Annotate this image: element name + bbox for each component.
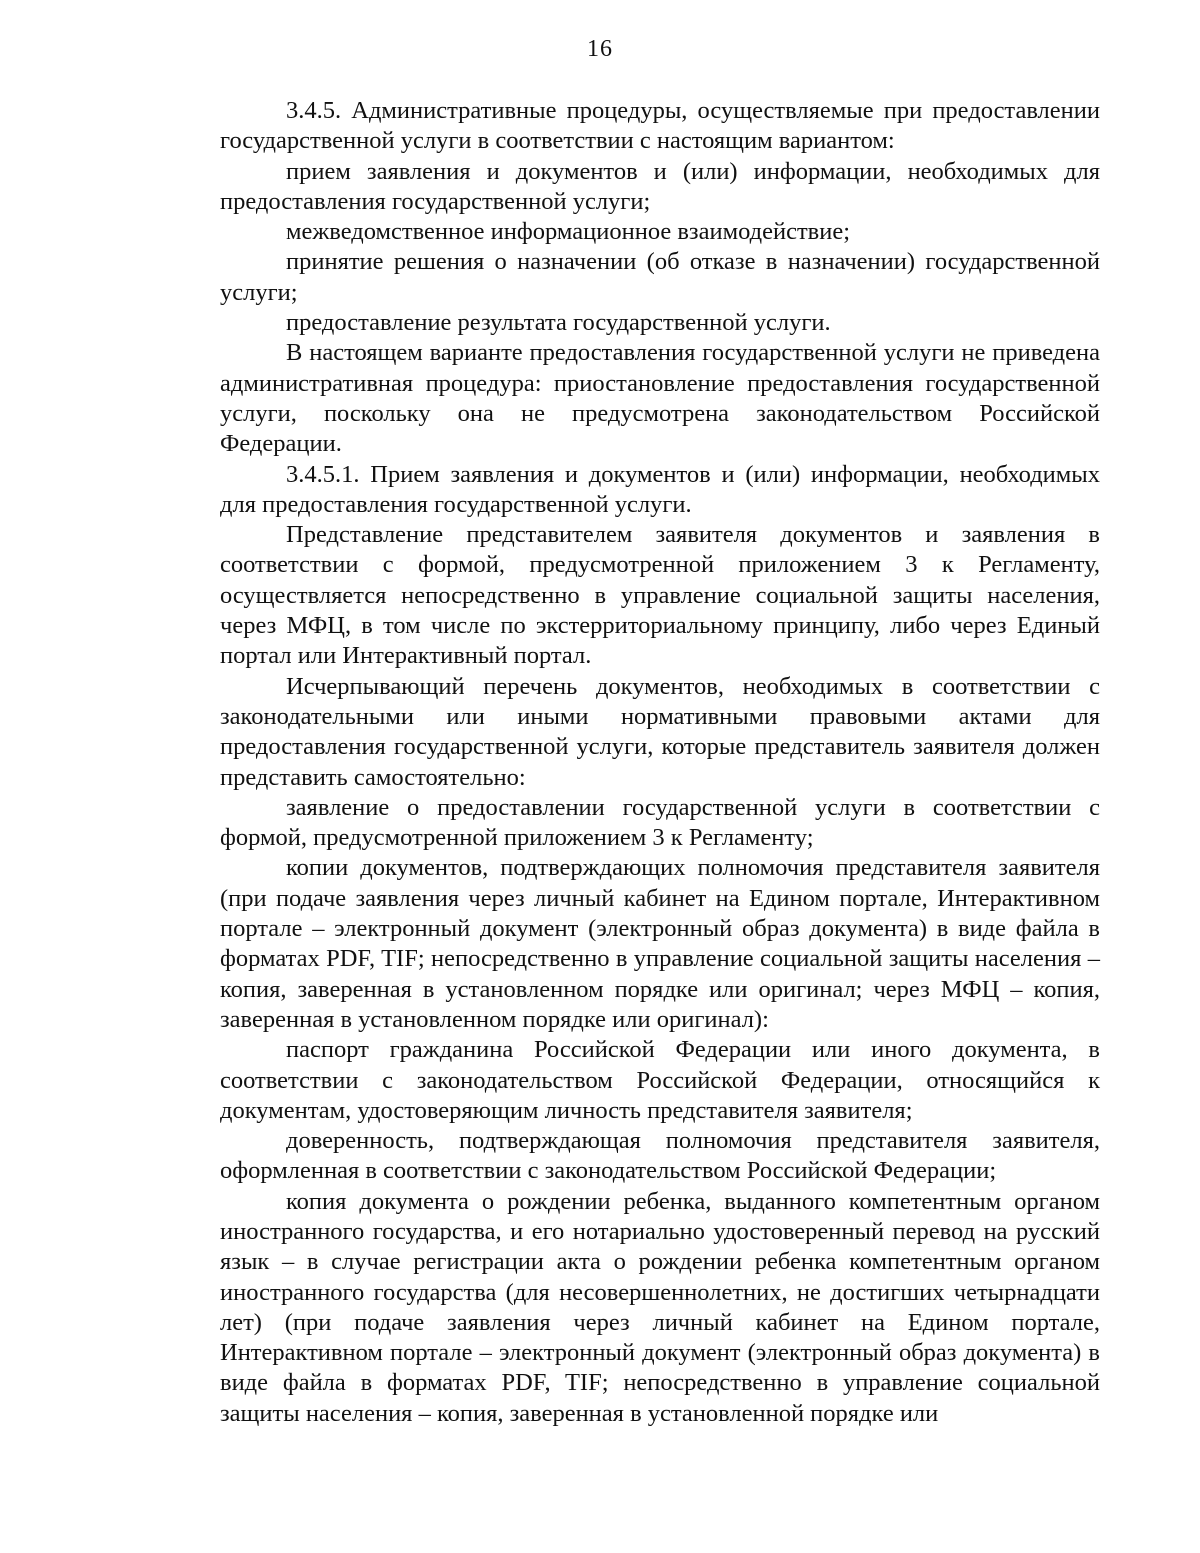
paragraph-required-documents-intro: Исчерпывающий перечень документов, необходимых в соответствии с законодательными или иными нормативными правовыми актами для предоставления государственной услуги, которые представитель заявителя должен представить самостоятельно:: [220, 672, 1100, 791]
paragraph-suspension-note: В настоящем варианте предоставления государственной услуги не приведена административная процедура: приостановление предоставления государственной услуги, поскольку она не предусмотрена законодательством Российской Федерации.: [220, 339, 1100, 458]
paragraph-3-4-5-1-heading: 3.4.5.1. Прием заявления и документов и (или) информации, необходимых для предоставления государственной услуги.: [220, 460, 1100, 518]
list-item-application-intake: прием заявления и документов и (или) информации, необходимых для предоставления государственной услуги;: [220, 157, 1100, 215]
document-body: [220, 96, 1100, 1429]
list-item-authority-copies: копии документов, подтверждающих полномочия представителя заявителя (при подаче заявления через личный кабинет на Едином портале, Интерактивном портале – электронный документ (электронный образ документа) в виде файла в форматах PDF, TIF; непосредственно в управление социальной защиты населения – копия, заверенная в установленном порядке или оригинал; через МФЦ – копия, заверенная в установленном порядке или оригинал):: [220, 854, 1100, 1033]
list-item-interagency-interaction: межведомственное информационное взаимодействие;: [286, 218, 851, 246]
list-item-result: предоставление результата государственной услуги.: [286, 309, 831, 337]
list-item-power-of-attorney: доверенность, подтверждающая полномочия представителя заявителя, оформленная в соответствии с законодательством Российской Федерации;: [220, 1127, 1100, 1185]
list-item-decision: принятие решения о назначении (об отказе в назначении) государственной услуги;: [220, 248, 1100, 306]
paragraph-3-4-5-heading: 3.4.5. Административные процедуры, осуществляемые при предоставлении государственной услуги в соответствии с настоящим вариантом:: [220, 97, 1100, 155]
page-number: 16: [587, 36, 613, 62]
list-item-birth-document-copy: копия документа о рождении ребенка, выданного компетентным органом иностранного государства, и его нотариально удостоверенный перевод на русский язык – в случае регистрации акта о рождении ребенка компетентным органом иностранного государства (для несовершеннолетних, не достигших четырнадцати лет) (при подаче заявления через личный кабинет на Едином портале, Интерактивном портале – электронный документ (электронный образ документа) в виде файла в форматах PDF, TIF; непосредственно в управление социальной защиты населения – копия, заверенная в установленной порядке или: [220, 1187, 1100, 1427]
list-item-passport: паспорт гражданина Российской Федерации или иного документа, в соответствии с законодательством Российской Федерации, относящийся к документам, удостоверяющим личность представителя заявителя;: [220, 1036, 1100, 1124]
paragraph-submission-methods: Представление представителем заявителя документов и заявления в соответствии с формой, предусмотренной приложением 3 к Регламенту, осуществляется непосредственно в управление социальной защиты населения, через МФЦ, в том числе по экстерриториальному принципу, либо через Единый портал или Интерактивный портал.: [220, 521, 1100, 670]
list-item-application: заявление о предоставлении государственной услуги в соответствии с формой, предусмотренной приложением 3 к Регламенту;: [220, 793, 1100, 852]
